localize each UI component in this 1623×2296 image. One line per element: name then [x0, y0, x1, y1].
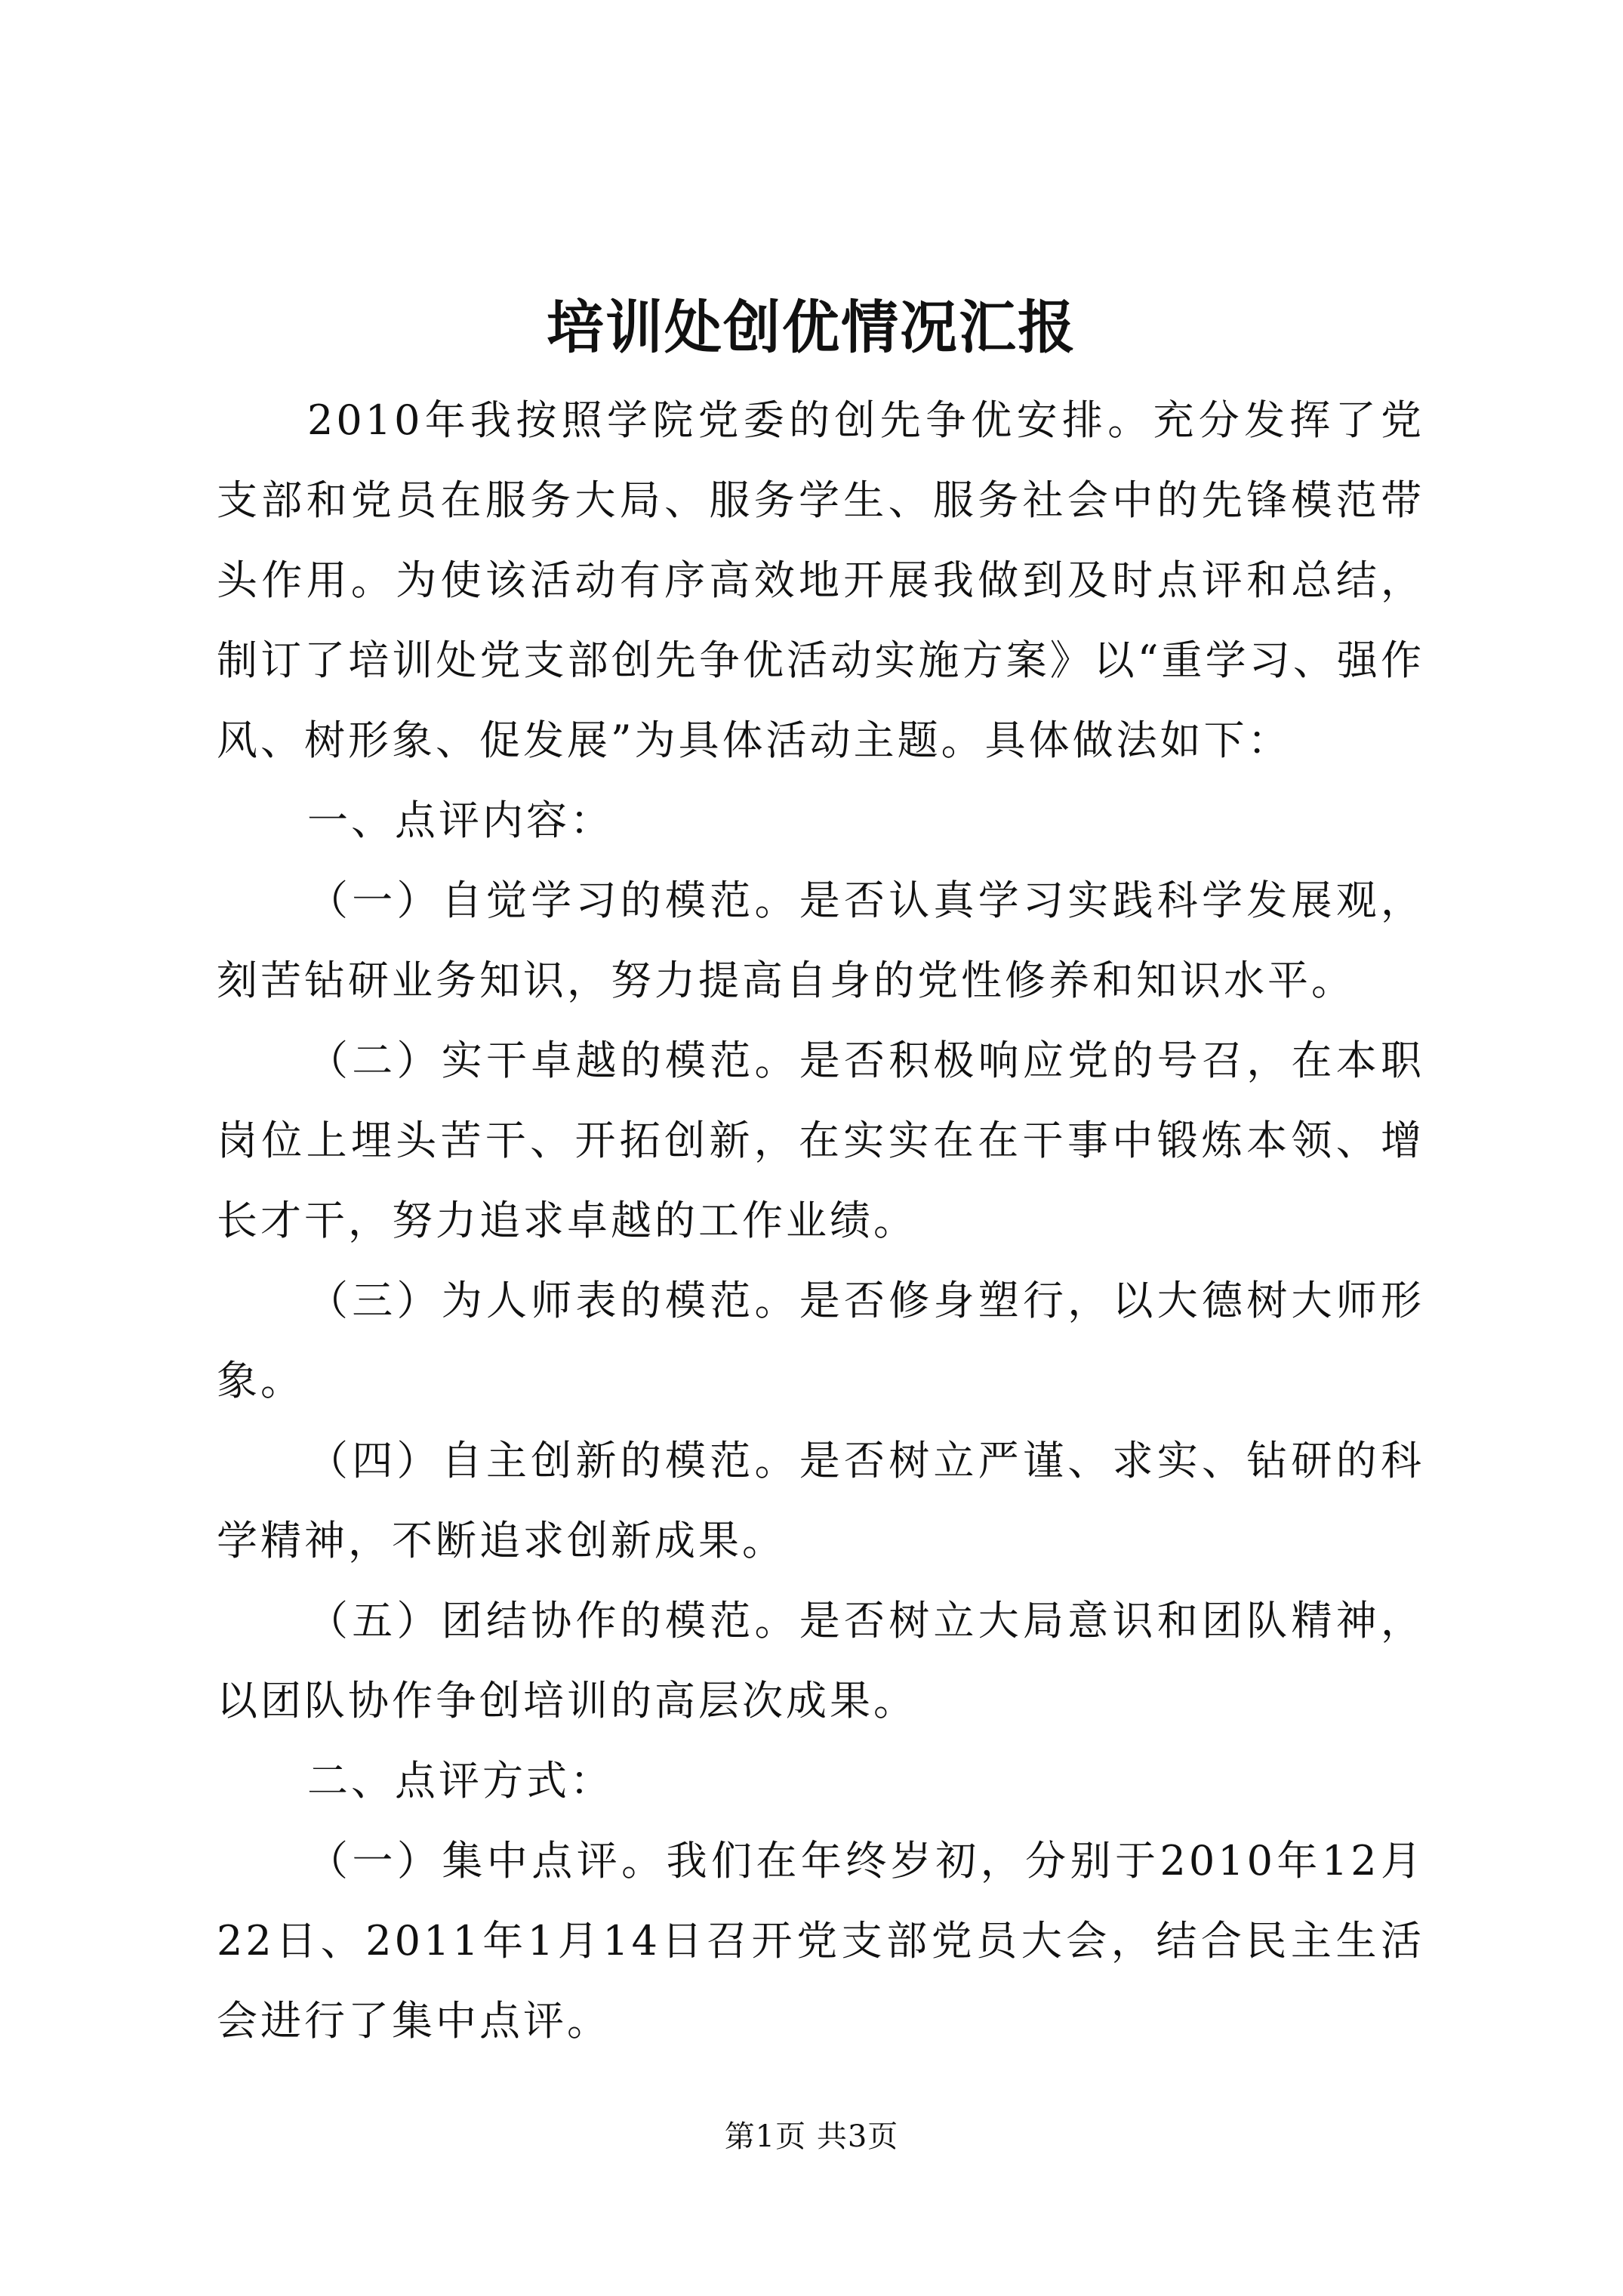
paragraph-item-5: （五）团结协作的模范。是否树立大局意识和团队精神，以团队协作争创培训的高层次成果。 [217, 1597, 1424, 1724]
document-body [217, 381, 1424, 2061]
page-number-footer: 第1页 共3页 [724, 2119, 899, 2154]
paragraph-item-4: （四）自主创新的模范。是否树立严谨、求实、钻研的科学精神，不断追求创新成果。 [217, 1437, 1424, 1564]
section-heading-review-method: 二、点评方式： [307, 1757, 614, 1804]
document-title: 培训处创优情况汇报 [547, 294, 1076, 361]
paragraph-item-1: （一）自觉学习的模范。是否认真学习实践科学发展观，刻苦钻研业务知识，努力提高自身的党性修养和知识水平。 [217, 877, 1424, 1004]
paragraph-item-3: （三）为人师表的模范。是否修身塑行，以大德树大师形象。 [217, 1277, 1424, 1404]
section-heading-review-content: 一、点评内容： [307, 797, 614, 844]
paragraph-method-1: （一）集中点评。我们在年终岁初，分别于2010年12月22日、2011年1月14日召开党支部党员大会，结合民主生活会进行了集中点评。 [217, 1837, 1424, 2045]
paragraph-item-2: （二）实干卓越的模范。是否积极响应党的号召，在本职岗位上埋头苦干、开拓创新，在实实在在干事中锻炼本领、增长才干，努力追求卓越的工作业绩。 [217, 1037, 1424, 1244]
paragraph-intro: 2010年我按照学院党委的创先争优安排。充分发挥了党支部和党员在服务大局、服务学生、服务社会中的先锋模范带头作用。为使该活动有序高效地开展我做到及时点评和总结，制订了培训处党支部创先争优活动实施方案》以“重学习、强作风、树形象、促发展”为具体活动主题。具体做法如下： [217, 396, 1424, 764]
